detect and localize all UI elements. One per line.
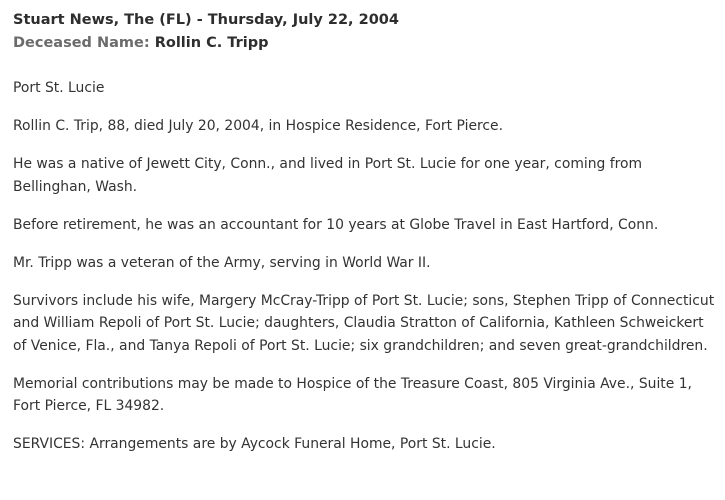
deceased-label: Deceased Name: — [13, 35, 150, 51]
death-notice-paragraph: Rollin C. Trip, 88, died July 20, 2004, in Hospice Residence, Fort Pierce. — [13, 118, 503, 134]
services-paragraph: SERVICES: Arrangements are by Aycock Funeral Home, Port St. Lucie. — [13, 436, 496, 452]
deceased-line — [13, 33, 718, 53]
publication-headline: Stuart News, The (FL) - Thursday, July 22, 2004 — [13, 12, 399, 28]
dateline-paragraph: Port St. Lucie — [13, 80, 105, 96]
obituary-body — [13, 77, 718, 456]
military-paragraph: Mr. Tripp was a veteran of the Army, serving in World War II. — [13, 254, 431, 271]
survivors-paragraph: Survivors include his wife, Margery McCray-Tripp of Port St. Lucie; sons, Stephen Tripp of Connecticut and William Repoli of Port St. Lucie; daughters, Claudia Stratton of California, Kathleen Schweickert of Venice, Fla., and Tanya Repoli of Port St. Lucie; six grandchildren; and seven great-grandchildren. — [13, 292, 715, 354]
career-paragraph: Before retirement, he was an accountant for 10 years at Globe Travel in East Hartford, Conn. — [13, 216, 659, 233]
memorial-paragraph: Memorial contributions may be made to Hospice of the Treasure Coast, 805 Virginia Ave., Suite 1, Fort Pierce, FL 34982. — [13, 375, 692, 414]
deceased-name: Rollin C. Tripp — [154, 35, 269, 51]
origin-paragraph: He was a native of Jewett City, Conn., and lived in Port St. Lucie for one year, coming from Bellinghan, Wash. — [13, 156, 643, 195]
